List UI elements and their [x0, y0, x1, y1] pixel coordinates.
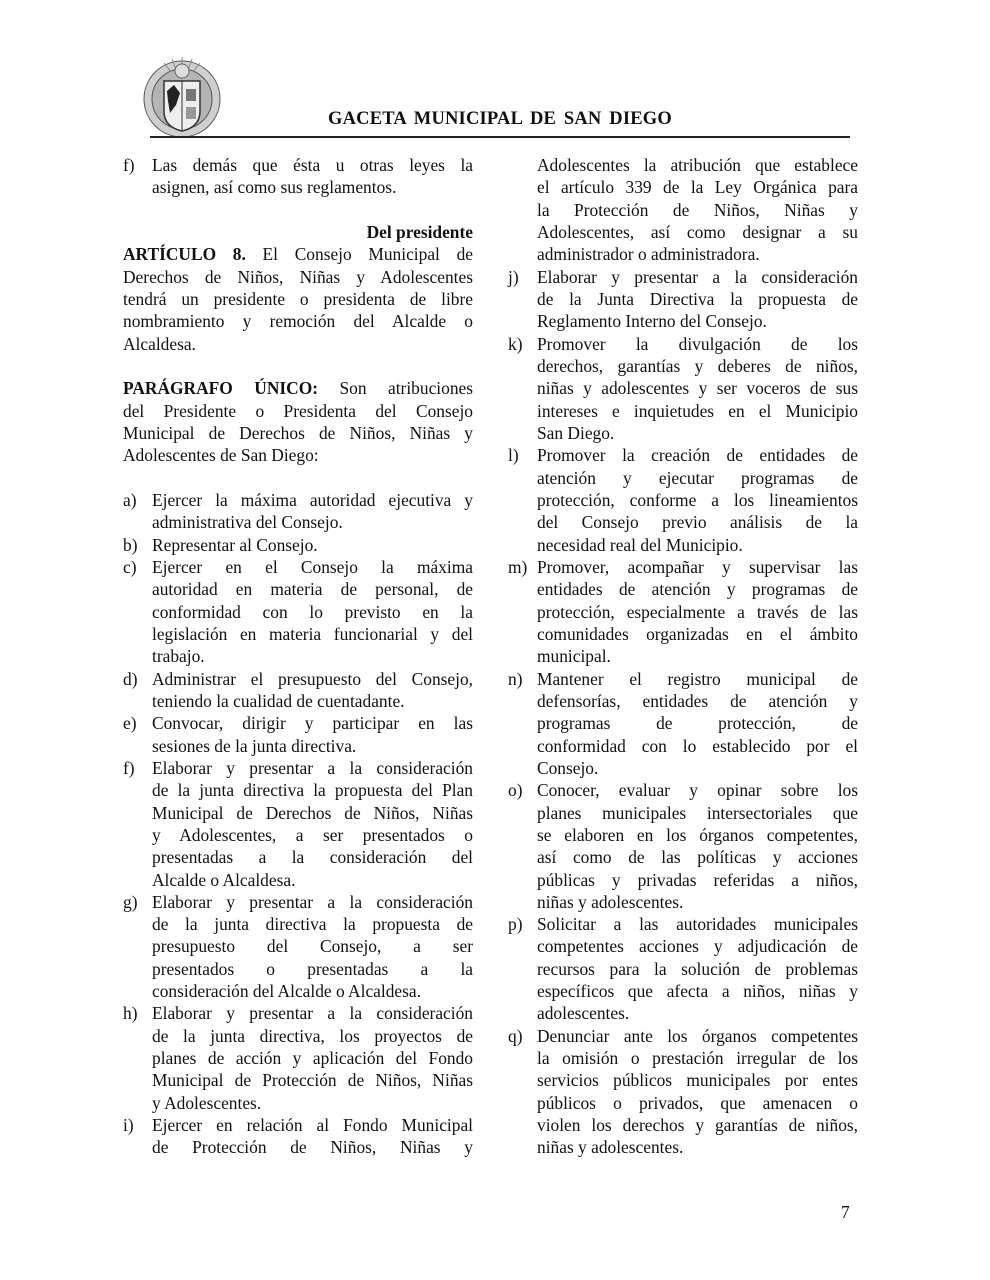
text-line: públicos o privados, que amenacen o — [537, 1092, 858, 1113]
blank-line — [123, 467, 473, 489]
text-line: el artículo 339 de la Ley Orgánica para — [537, 177, 858, 198]
list-item-label: l) — [508, 445, 519, 466]
text-line: específicos que afecta a niños, niñas y — [537, 981, 858, 1002]
text-line: consideración del Alcalde o Alcaldesa. — [152, 981, 421, 1002]
text-line: así como de las políticas y acciones — [537, 847, 858, 868]
text-line: presupuesto del Consejo, a ser — [152, 936, 473, 957]
text-line: del Consejo previo análisis de la — [537, 512, 858, 533]
text-line: Ejercer en relación al Fondo Municipal — [152, 1115, 473, 1136]
right-column — [508, 154, 858, 1159]
header-divider — [150, 136, 850, 138]
list-item-label: i) — [123, 1115, 134, 1136]
list-item — [123, 154, 473, 199]
text-line: la omisión o prestación irregular de los — [537, 1048, 858, 1069]
text-line: de la junta directiva, los proyectos de — [152, 1025, 473, 1046]
text-line-content: Son atribuciones — [318, 378, 473, 399]
text-line: de la junta directiva la propuesta de — [152, 914, 473, 935]
text-line: Municipal de Derechos de Niños, Niñas — [152, 802, 473, 823]
text-line: intereses e inquietudes en el Municipio — [537, 400, 858, 421]
list-item-label: k) — [508, 333, 523, 354]
text-line: Adolescentes la atribución que establece — [537, 155, 858, 175]
list-item — [508, 668, 858, 780]
text-line: Municipal de Derechos de Niños, Niñas y — [123, 422, 473, 443]
text-line: de Protección de Niños, Niñas y — [152, 1137, 473, 1158]
text-line: presentados o presentadas a la — [152, 958, 473, 979]
text-line: Alcalde o Alcaldesa. — [152, 869, 296, 890]
text-line: trabajo. — [152, 646, 205, 667]
text-line: Municipal de Protección de Niños, Niñas — [152, 1070, 473, 1091]
list-item — [508, 266, 858, 333]
text-line: Conocer, evaluar y opinar sobre los — [537, 780, 858, 801]
text-line: derechos, garantías y deberes de niños, — [537, 355, 858, 376]
text-line: tendrá un presidente o presidenta de libre — [123, 288, 473, 309]
list-item — [123, 1002, 473, 1114]
text-line: Ejercer en el Consejo la máxima — [152, 556, 473, 577]
text-line: niñas y adolescentes y ser voceros de sus — [537, 378, 858, 399]
text-line: Denunciar ante los órganos competentes — [537, 1025, 858, 1046]
list-item-label: h) — [123, 1003, 138, 1024]
text-line: y Adolescentes. — [152, 1092, 262, 1113]
list-item-label: j) — [508, 266, 519, 287]
text-line: legislación en materia funcionarial y del — [152, 623, 473, 644]
text-line: protección, especialmente a través de las — [537, 601, 858, 622]
text-line: sesiones de la junta directiva. — [152, 735, 357, 756]
list-item — [508, 333, 858, 445]
paragraph — [123, 377, 473, 466]
text-line: de la junta directiva la propuesta del Plan — [152, 780, 473, 801]
bold-lead: PARÁGRAFO ÚNICO: — [123, 378, 319, 399]
list-item-label: o) — [508, 780, 523, 801]
list-item-label: d) — [123, 668, 138, 689]
list-item — [123, 891, 473, 1003]
list-item-label: m) — [508, 556, 528, 577]
text-line: públicas y privadas referidas a niños, — [537, 869, 858, 890]
list-item — [508, 444, 858, 556]
text-line: Convocar, dirigir y participar en las — [152, 713, 473, 734]
text-line: Administrar el presupuesto del Consejo, — [152, 668, 473, 689]
text-line: del Presidente o Presidenta del Consejo — [123, 400, 473, 421]
text-line: administrativa del Consejo. — [152, 512, 343, 533]
text-line: violen los derechos y garantías de niños, — [537, 1115, 858, 1136]
text-line: administrador o administradora. — [537, 244, 760, 265]
text-line: y Adolescentes, a ser presentados o — [152, 824, 473, 845]
list-item — [508, 779, 858, 913]
text-line: atención y ejecutar programas de — [537, 467, 858, 488]
text-line: municipal. — [537, 646, 611, 667]
text-line: Las demás que ésta u otras leyes la — [152, 155, 473, 175]
text-line: conformidad con lo previsto en la — [152, 601, 473, 622]
text-line: adolescentes. — [537, 1003, 630, 1024]
list-item — [508, 913, 858, 1025]
list-item — [123, 668, 473, 713]
text-line: Promover la divulgación de los — [537, 333, 858, 354]
text-line: competentes acciones y adjudicación de — [537, 936, 858, 957]
text-line — [123, 377, 473, 399]
list-item-label: g) — [123, 891, 138, 912]
text-line: Adolescentes, así como designar a su — [537, 221, 858, 242]
text-line: planes de acción y aplicación del Fondo — [152, 1048, 473, 1069]
text-line: autoridad en materia de personal, de — [152, 579, 473, 600]
text-line: protección, conforme a los lineamientos — [537, 489, 858, 510]
text-line: nombramiento y remoción del Alcalde o — [123, 311, 473, 332]
text-line: entidades de atención y programas de — [537, 579, 858, 600]
text-line: Promover la creación de entidades de — [537, 445, 858, 466]
text-line: conformidad con lo establecido por el — [537, 735, 858, 756]
gazette-title: GACETA MUNICIPAL DE SAN DIEGO — [328, 109, 672, 129]
text-line: se elaboren en los órganos competentes, — [537, 824, 858, 845]
text-line: asignen, así como sus reglamentos. — [152, 177, 397, 198]
text-line: teniendo la cualidad de cuentadante. — [152, 690, 405, 711]
list-item — [508, 1025, 858, 1159]
text-line: Promover, acompañar y supervisar las — [537, 556, 858, 577]
paragraph — [123, 243, 473, 355]
text-line: Alcaldesa. — [123, 333, 196, 354]
list-item-label: c) — [123, 556, 137, 577]
text-line: Elaborar y presentar a la consideración — [152, 1003, 473, 1024]
list-item-label: f) — [123, 155, 135, 175]
text-line: Representar al Consejo. — [152, 534, 318, 555]
text-line: servicios públicos municipales por entes — [537, 1070, 858, 1091]
text-line: Mantener el registro municipal de — [537, 668, 858, 689]
text-line: Elaborar y presentar a la consideración — [537, 266, 858, 287]
list-item — [123, 489, 473, 534]
text-line: Solicitar a las autoridades municipales — [537, 914, 858, 935]
list-item — [123, 534, 473, 556]
list-item-label: q) — [508, 1025, 523, 1046]
list-item-label: e) — [123, 713, 137, 734]
text-line: Consejo. — [537, 757, 599, 778]
bold-lead: ARTÍCULO 8. — [123, 244, 246, 265]
list-item — [123, 556, 473, 668]
text-line: programas de protección, de — [537, 713, 858, 734]
list-item-label: a) — [123, 489, 137, 510]
text-line: defensorías, entidades de atención y — [537, 690, 858, 711]
list-item — [508, 154, 858, 266]
text-line: recursos para la solución de problemas — [537, 958, 858, 979]
blank-line — [123, 355, 473, 377]
text-line-content: El Consejo Municipal de — [245, 244, 473, 265]
text-line: niñas y adolescentes. — [537, 891, 684, 912]
blank-line — [123, 199, 473, 221]
text-line: Reglamento Interno del Consejo. — [537, 311, 767, 332]
text-line: presentadas a la consideración del — [152, 847, 473, 868]
text-line: la Protección de Niños, Niñas y — [537, 199, 858, 220]
text-line: necesidad real del Municipio. — [537, 534, 743, 555]
list-item — [123, 757, 473, 891]
section-heading: Del presidente — [366, 221, 473, 242]
text-line — [123, 243, 473, 265]
text-line: Derechos de Niños, Niñas y Adolescentes — [123, 266, 473, 287]
list-item — [508, 556, 858, 668]
list-item-label: n) — [508, 668, 523, 689]
text-line: Ejercer la máxima autoridad ejecutiva y — [152, 489, 473, 510]
list-item-label: p) — [508, 914, 523, 935]
list-item — [123, 1114, 473, 1159]
list-item-label: b) — [123, 534, 138, 555]
page-number: 7 — [841, 1202, 850, 1222]
text-line: de la Junta Directiva la propuesta de — [537, 288, 858, 309]
list-item — [123, 712, 473, 757]
text-line: niñas y adolescentes. — [537, 1137, 684, 1158]
text-line: Elaborar y presentar a la consideración — [152, 891, 473, 912]
text-line: Elaborar y presentar a la consideración — [152, 757, 473, 778]
text-line: Adolescentes de San Diego: — [123, 445, 319, 466]
left-column — [123, 154, 473, 1159]
text-line: San Diego. — [537, 422, 615, 443]
text-line: comunidades organizadas en el ámbito — [537, 623, 858, 644]
list-item-label: f) — [123, 757, 135, 778]
text-line: planes municipales intersectoriales que — [537, 802, 858, 823]
